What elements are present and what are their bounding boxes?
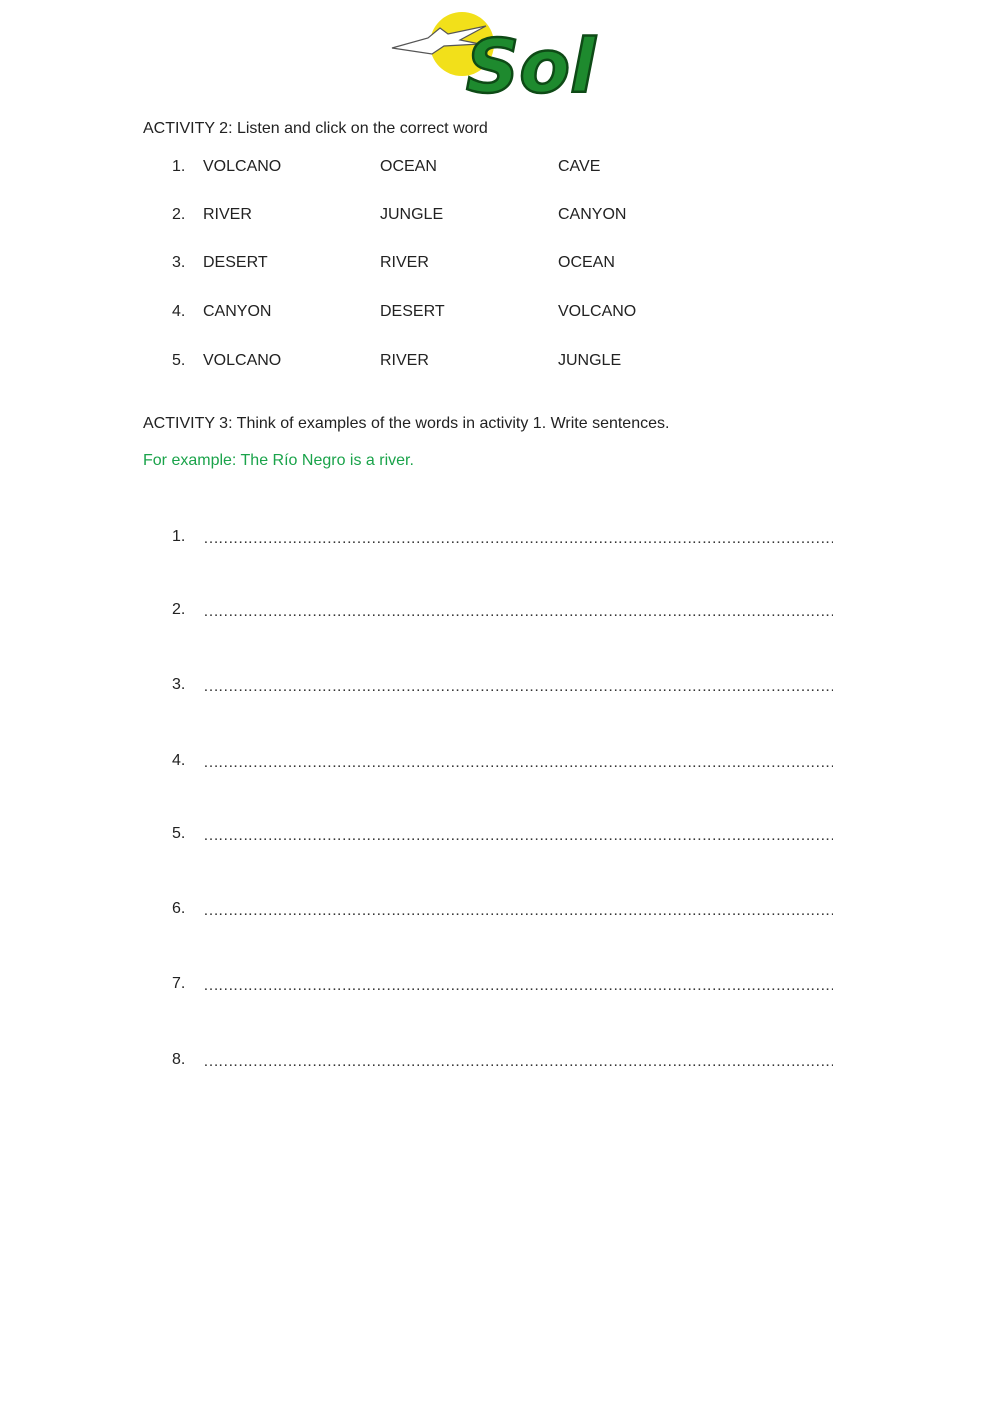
word-option[interactable]: VOLCANO	[203, 158, 282, 175]
sentence-input[interactable]	[203, 900, 833, 922]
word-option[interactable]: VOLCANO	[558, 303, 637, 320]
activity3-heading: ACTIVITY 3: Think of examples of the words in activity 1. Write sentences.	[143, 415, 670, 432]
logo-text: Sol	[466, 24, 596, 104]
line-number: 7.	[172, 975, 186, 992]
word-option[interactable]: RIVER	[203, 206, 252, 223]
sentence-input[interactable]	[203, 825, 833, 847]
line-number: 1.	[172, 528, 186, 545]
word-option[interactable]: JUNGLE	[558, 352, 622, 369]
word-option[interactable]: RIVER	[380, 352, 429, 369]
row-number: 5.	[172, 352, 186, 369]
line-number: 8.	[172, 1051, 186, 1068]
line-number: 3.	[172, 676, 186, 693]
word-option[interactable]: OCEAN	[380, 158, 437, 175]
example-sentence: For example: The Río Negro is a river.	[143, 452, 414, 469]
word-option[interactable]: DESERT	[203, 254, 268, 271]
row-number: 1.	[172, 158, 186, 175]
line-number: 4.	[172, 752, 186, 769]
row-number: 2.	[172, 206, 186, 223]
sentence-input[interactable]	[203, 676, 833, 698]
sentence-input[interactable]	[203, 528, 833, 550]
word-option[interactable]: CANYON	[203, 303, 272, 320]
sentence-input[interactable]	[203, 975, 833, 997]
word-option[interactable]: OCEAN	[558, 254, 615, 271]
line-number: 5.	[172, 825, 186, 842]
sentence-input[interactable]	[203, 1051, 833, 1073]
sentence-input[interactable]	[203, 752, 833, 774]
line-number: 2.	[172, 601, 186, 618]
word-option[interactable]: CAVE	[558, 158, 601, 175]
word-option[interactable]: RIVER	[380, 254, 429, 271]
word-option[interactable]: CANYON	[558, 206, 627, 223]
row-number: 3.	[172, 254, 186, 271]
line-number: 6.	[172, 900, 186, 917]
activity2-heading: ACTIVITY 2: Listen and click on the correct word	[143, 120, 488, 137]
word-option[interactable]: DESERT	[380, 303, 445, 320]
word-option[interactable]: VOLCANO	[203, 352, 282, 369]
sentence-input[interactable]	[203, 601, 833, 623]
sol-logo	[388, 4, 608, 104]
word-option[interactable]: JUNGLE	[380, 206, 444, 223]
sol-logo-graphic	[388, 4, 608, 104]
row-number: 4.	[172, 303, 186, 320]
